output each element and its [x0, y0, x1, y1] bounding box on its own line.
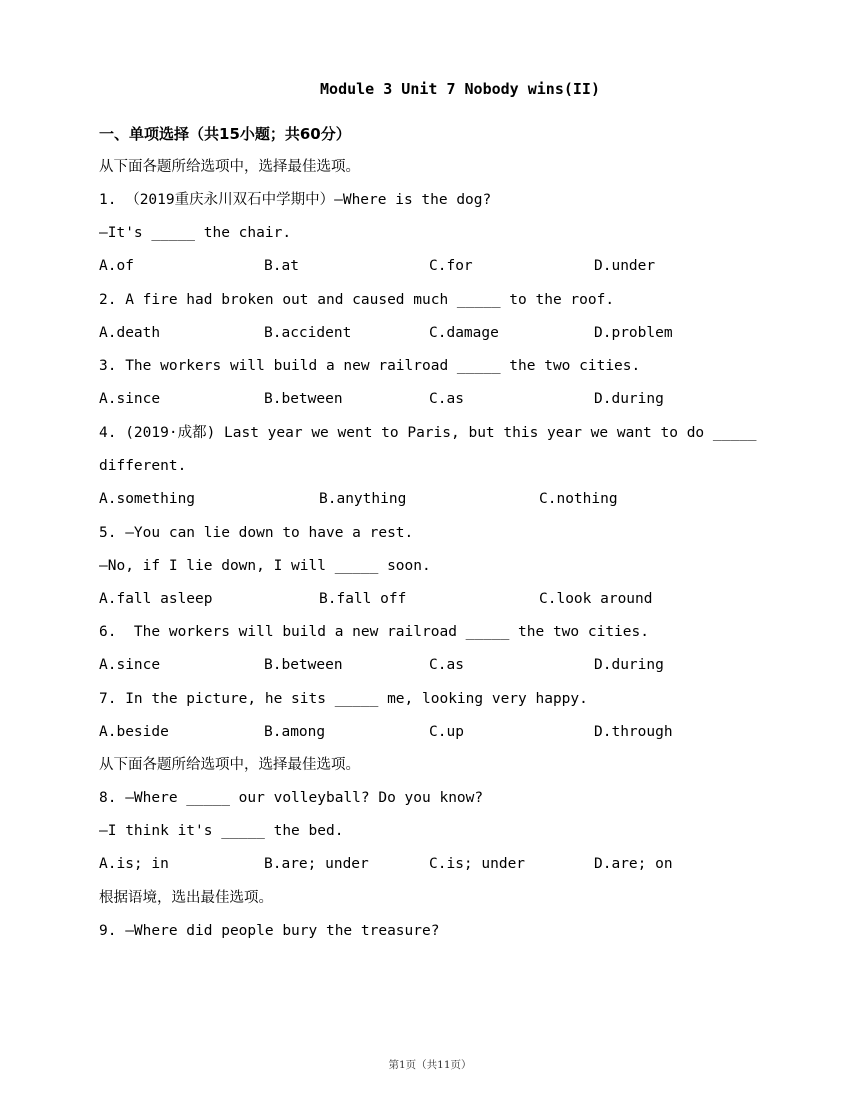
option-a[interactable]: A.beside	[99, 724, 169, 740]
question-3-line-1: 3. The workers will build a new railroad _____ the two cities.	[99, 358, 641, 374]
option-a[interactable]: A.fall asleep	[99, 591, 213, 607]
section-heading: 一、单项选择（共15小题；共60分）	[99, 125, 351, 143]
option-c[interactable]: C.for	[429, 258, 473, 274]
option-d[interactable]: D.during	[594, 391, 664, 407]
option-a[interactable]: A.death	[99, 325, 161, 341]
section-instruction-context: 根据语境，选出最佳选项。	[99, 890, 273, 906]
page-footer: 第1页（共11页）	[388, 1059, 472, 1071]
option-a[interactable]: A.since	[99, 391, 161, 407]
question-6-options	[99, 655, 799, 675]
option-d[interactable]: D.under	[594, 258, 656, 274]
question-1-line-2: —It's _____ the chair.	[99, 225, 292, 241]
question-1-line-1: 1. （2019重庆永川双石中学期中）—Where is the dog?	[99, 192, 492, 208]
question-6-line-1: 6. The workers will build a new railroad _____ the two cities.	[99, 624, 649, 640]
option-c[interactable]: C.as	[429, 391, 464, 407]
question-8-line-1: 8. —Where _____ our volleyball? Do you know?	[99, 790, 484, 806]
option-c[interactable]: C.damage	[429, 325, 499, 341]
option-b[interactable]: B.are; under	[264, 856, 369, 872]
option-a[interactable]: A.of	[99, 258, 134, 274]
question-5-line-1: 5. —You can lie down to have a rest.	[99, 525, 414, 541]
option-b[interactable]: B.between	[264, 657, 343, 673]
option-b[interactable]: B.accident	[264, 325, 352, 341]
question-4-line-1: 4. (2019·成都) Last year we went to Paris, but this year we want to do _____	[99, 425, 757, 441]
section-instruction-repeat: 从下面各题所给选项中，选择最佳选项。	[99, 757, 360, 773]
option-c[interactable]: C.nothing	[539, 491, 618, 507]
option-c[interactable]: C.up	[429, 724, 464, 740]
document-title: Module 3 Unit 7 Nobody wins(II)	[320, 80, 600, 98]
question-5-options	[99, 589, 799, 609]
option-b[interactable]: B.anything	[319, 491, 407, 507]
option-d[interactable]: D.during	[594, 657, 664, 673]
question-7-line-1: 7. In the picture, he sits _____ me, looking very happy.	[99, 691, 588, 707]
option-b[interactable]: B.at	[264, 258, 299, 274]
question-8-options	[99, 854, 799, 874]
section-instruction: 从下面各题所给选项中，选择最佳选项。	[99, 159, 360, 175]
option-a[interactable]: A.something	[99, 491, 196, 507]
question-8-line-2: —I think it's _____ the bed.	[99, 823, 344, 839]
question-5-line-2: —No, if I lie down, I will _____ soon.	[99, 558, 431, 574]
question-9-line-1: 9. —Where did people bury the treasure?	[99, 923, 440, 939]
option-c[interactable]: C.look around	[539, 591, 653, 607]
option-d[interactable]: D.through	[594, 724, 673, 740]
question-2-options	[99, 323, 799, 343]
question-2-line-1: 2. A fire had broken out and caused much _____ to the roof.	[99, 292, 615, 308]
question-4-line-2: different.	[99, 458, 187, 474]
question-3-options	[99, 389, 799, 409]
question-4-options	[99, 489, 799, 509]
option-a[interactable]: A.is; in	[99, 856, 169, 872]
option-d[interactable]: D.are; on	[594, 856, 673, 872]
option-b[interactable]: B.fall off	[319, 591, 407, 607]
option-b[interactable]: B.between	[264, 391, 343, 407]
option-c[interactable]: C.is; under	[429, 856, 526, 872]
question-7-options	[99, 722, 799, 742]
question-1-options	[99, 256, 799, 276]
option-c[interactable]: C.as	[429, 657, 464, 673]
option-d[interactable]: D.problem	[594, 325, 673, 341]
option-b[interactable]: B.among	[264, 724, 326, 740]
option-a[interactable]: A.since	[99, 657, 161, 673]
